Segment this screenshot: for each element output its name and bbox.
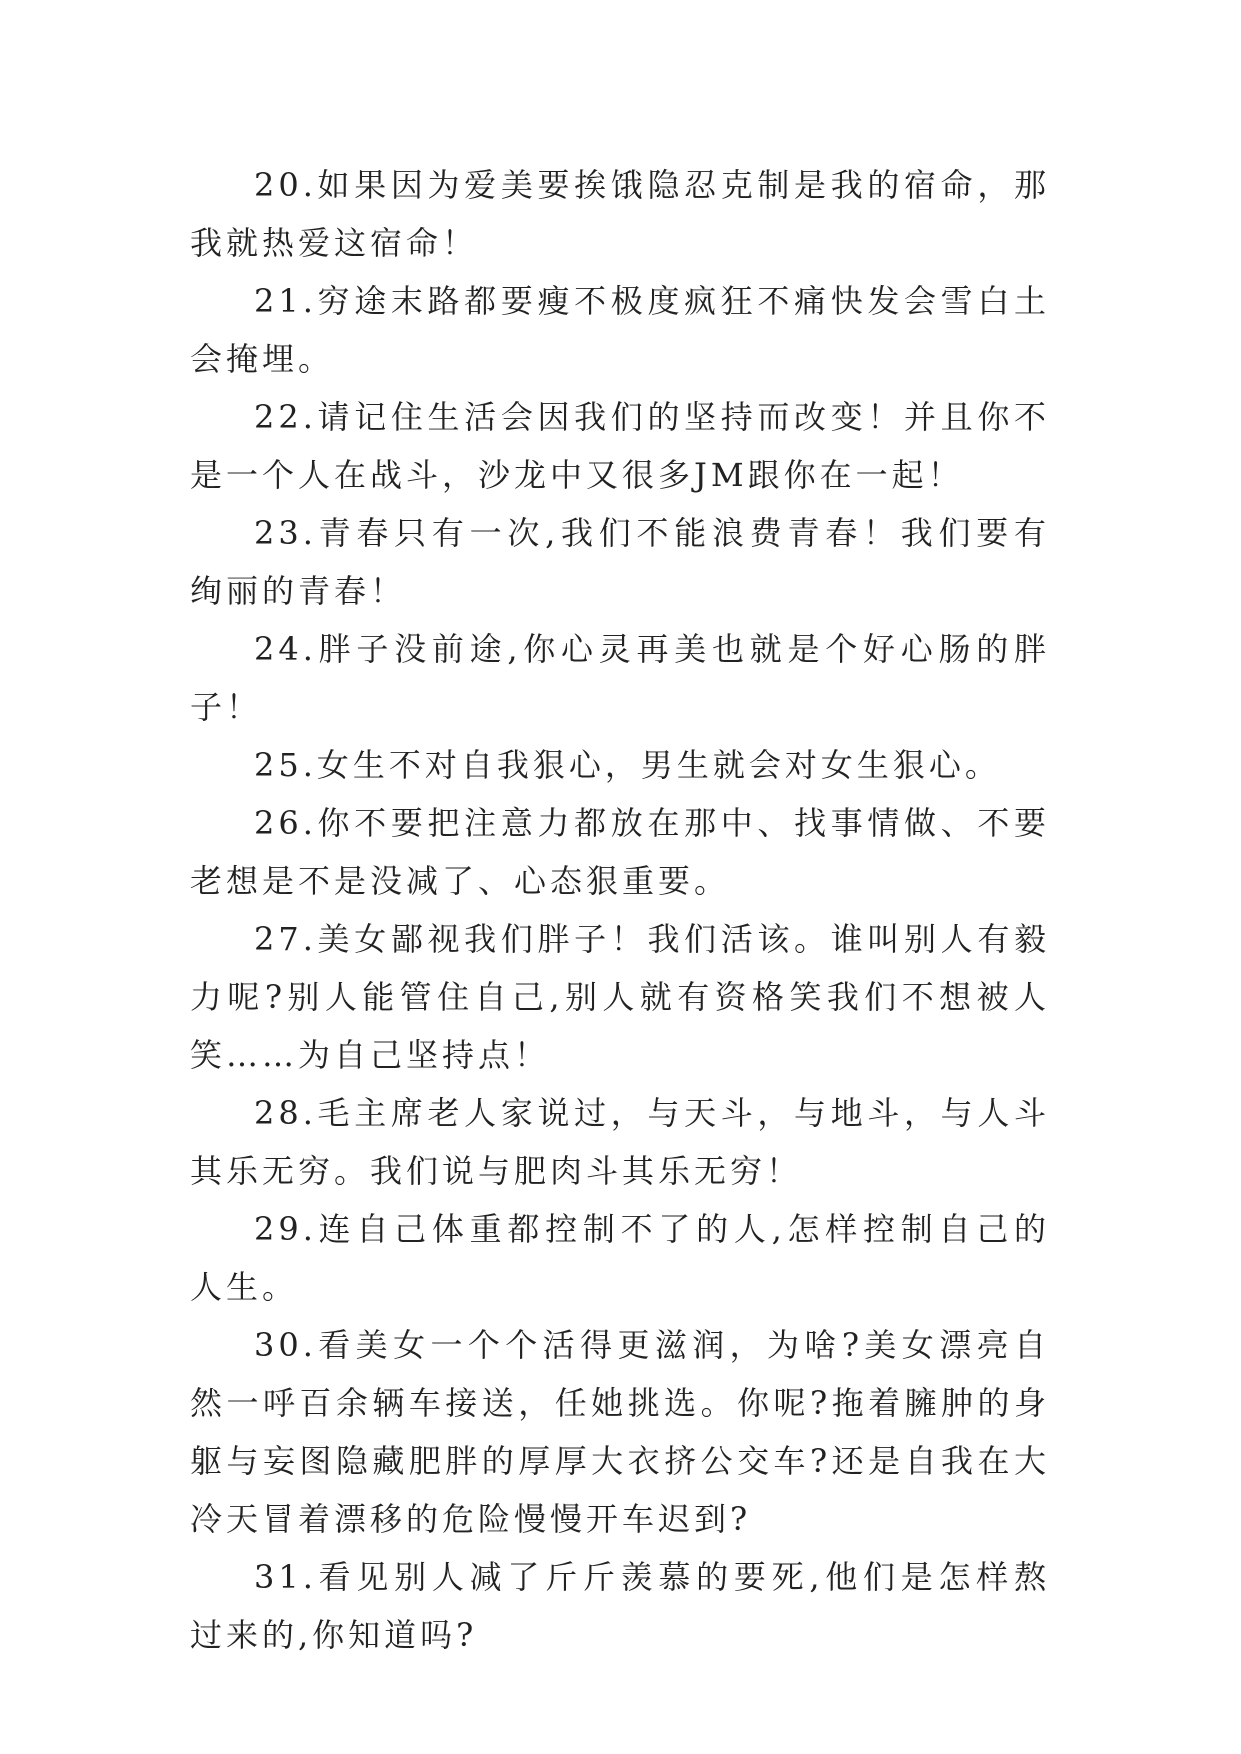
paragraph-23: 23.青春只有一次,我们不能浪费青春！我们要有绚丽的青春！ [190, 514, 1050, 610]
paragraph-31: 31.看见别人减了斤斤羡慕的要死,他们是怎样熬过来的,你知道吗? [190, 1558, 1050, 1654]
paragraph-28: 28.毛主席老人家说过，与天斗，与地斗，与人斗其乐无穷。我们说与肥肉斗其乐无穷！ [190, 1094, 1050, 1190]
paragraph-29: 29.连自己体重都控制不了的人,怎样控制自己的人生。 [190, 1210, 1050, 1306]
paragraph-20: 20.如果因为爱美要挨饿隐忍克制是我的宿命，那我就热爱这宿命！ [190, 166, 1050, 262]
document-body [190, 156, 1050, 1664]
paragraph-25: 25.女生不对自我狠心，男生就会对女生狠心。 [254, 746, 1001, 784]
paragraph-24: 24.胖子没前途,你心灵再美也就是个好心肠的胖子！ [190, 630, 1050, 726]
paragraph-30: 30.看美女一个个活得更滋润，为啥?美女漂亮自然一呼百余辆车接送，任她挑选。你呢?拖着臃肿的身躯与妄图隐藏肥胖的厚厚大衣挤公交车?还是自我在大冷天冒着漂移的危险慢慢开车迟到? [190, 1326, 1050, 1538]
paragraph-26: 26.你不要把注意力都放在那中、找事情做、不要老想是不是没减了、心态狠重要。 [190, 804, 1050, 900]
paragraph-21: 21.穷途末路都要瘦不极度疯狂不痛快发会雪白土会掩埋。 [190, 282, 1050, 378]
paragraph-22: 22.请记住生活会因我们的坚持而改变！并且你不是一个人在战斗，沙龙中又很多JM跟你在一起！ [190, 398, 1050, 494]
paragraph-27: 27.美女鄙视我们胖子！我们活该。谁叫别人有毅力呢?别人能管住自己,别人就有资格笑我们不想被人笑……为自己坚持点！ [190, 920, 1050, 1074]
